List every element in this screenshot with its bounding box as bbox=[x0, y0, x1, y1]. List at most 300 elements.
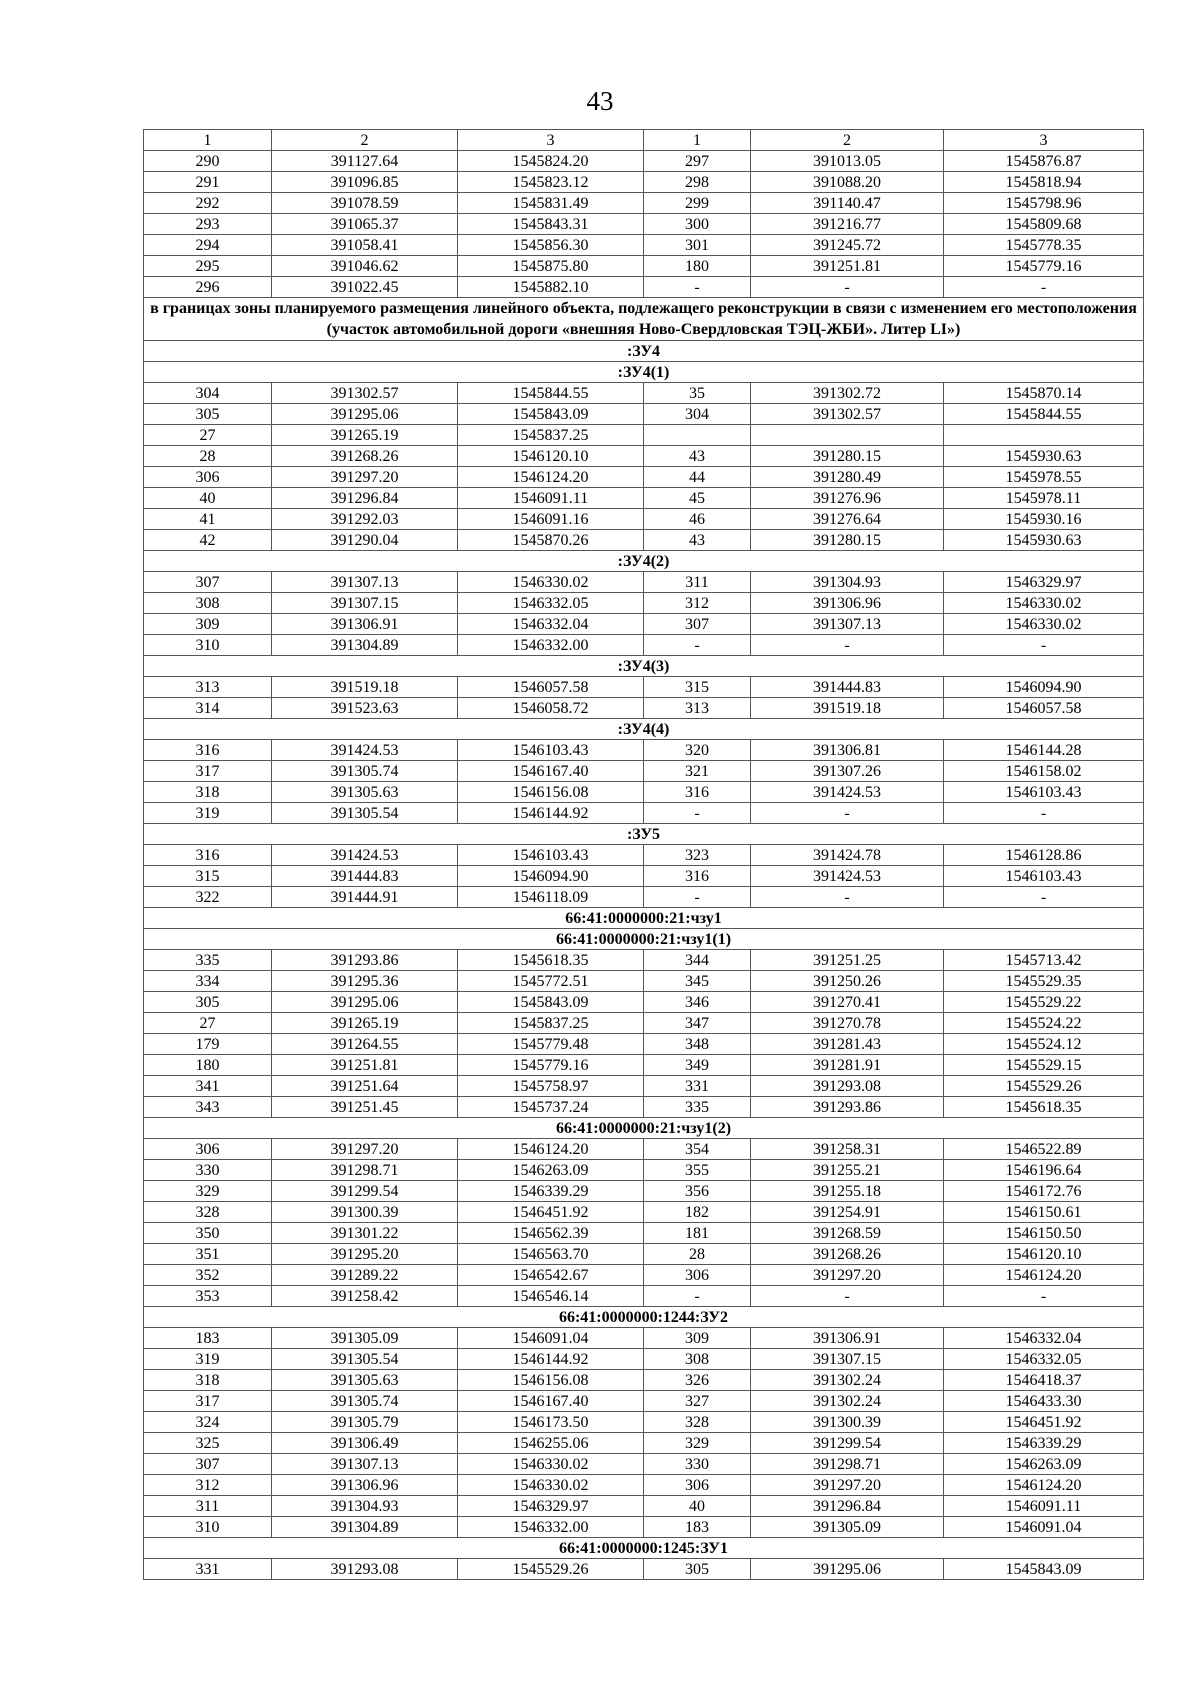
point-number-cell: 309 bbox=[644, 1328, 751, 1349]
point-number-cell: 345 bbox=[644, 971, 751, 992]
x-coordinate-cell: 391306.91 bbox=[272, 614, 458, 635]
table-row bbox=[144, 425, 1144, 446]
y-coordinate-cell: 1546330.02 bbox=[944, 593, 1144, 614]
y-coordinate-cell: 1546058.72 bbox=[458, 698, 644, 719]
x-coordinate-cell: 391251.81 bbox=[751, 256, 944, 277]
header-row bbox=[144, 130, 1144, 151]
table-row bbox=[144, 235, 1144, 256]
y-coordinate-cell: - bbox=[944, 277, 1144, 298]
y-coordinate-cell: 1546546.14 bbox=[458, 1286, 644, 1307]
table-row bbox=[144, 1181, 1144, 1202]
point-number-cell: 334 bbox=[144, 971, 272, 992]
table-row bbox=[144, 1328, 1144, 1349]
point-number-cell: 28 bbox=[144, 446, 272, 467]
point-number-cell: 43 bbox=[644, 446, 751, 467]
point-number-cell: 44 bbox=[644, 467, 751, 488]
table-row bbox=[144, 593, 1144, 614]
point-number-cell: 343 bbox=[144, 1097, 272, 1118]
y-coordinate-cell: 1546150.50 bbox=[944, 1223, 1144, 1244]
x-coordinate-cell: 391306.96 bbox=[751, 593, 944, 614]
x-coordinate-cell: 391290.04 bbox=[272, 530, 458, 551]
x-coordinate-cell: 391276.96 bbox=[751, 488, 944, 509]
point-number-cell: 320 bbox=[644, 740, 751, 761]
y-coordinate-cell: 1546091.04 bbox=[458, 1328, 644, 1349]
x-coordinate-cell: 391251.81 bbox=[272, 1055, 458, 1076]
section-title: 66:41:0000000:21:чзу1 bbox=[144, 908, 1144, 929]
point-number-cell: 304 bbox=[144, 383, 272, 404]
table-row bbox=[144, 383, 1144, 404]
table-row bbox=[144, 1013, 1144, 1034]
table-row bbox=[144, 214, 1144, 235]
section-title: :ЗУ4(3) bbox=[144, 656, 1144, 677]
x-coordinate-cell: 391304.89 bbox=[272, 1517, 458, 1538]
x-coordinate-cell: 391307.15 bbox=[272, 593, 458, 614]
x-coordinate-cell: 391295.20 bbox=[272, 1244, 458, 1265]
point-number-cell: 324 bbox=[144, 1412, 272, 1433]
x-coordinate-cell: 391280.49 bbox=[751, 467, 944, 488]
x-coordinate-cell: 391424.78 bbox=[751, 845, 944, 866]
point-number-cell: 329 bbox=[644, 1433, 751, 1454]
y-coordinate-cell: 1545843.09 bbox=[458, 404, 644, 425]
y-coordinate-cell: 1546196.64 bbox=[944, 1160, 1144, 1181]
y-coordinate-cell: 1546332.05 bbox=[944, 1349, 1144, 1370]
point-number-cell: 352 bbox=[144, 1265, 272, 1286]
table-row bbox=[144, 1034, 1144, 1055]
point-number-cell: 182 bbox=[644, 1202, 751, 1223]
table-row bbox=[144, 509, 1144, 530]
x-coordinate-cell: 391295.36 bbox=[272, 971, 458, 992]
section-title-row bbox=[144, 824, 1144, 845]
x-coordinate-cell: 391296.84 bbox=[751, 1496, 944, 1517]
y-coordinate-cell: 1546128.86 bbox=[944, 845, 1144, 866]
x-coordinate-cell: 391424.53 bbox=[751, 782, 944, 803]
table-row bbox=[144, 1391, 1144, 1412]
point-number-cell: 310 bbox=[144, 635, 272, 656]
section-title-row bbox=[144, 929, 1144, 950]
point-number-cell: 321 bbox=[644, 761, 751, 782]
point-number-cell: 296 bbox=[144, 277, 272, 298]
table-row bbox=[144, 193, 1144, 214]
y-coordinate-cell: 1546120.10 bbox=[458, 446, 644, 467]
x-coordinate-cell: 391302.24 bbox=[751, 1391, 944, 1412]
point-number-cell: 347 bbox=[644, 1013, 751, 1034]
y-coordinate-cell: 1546156.08 bbox=[458, 782, 644, 803]
point-number-cell: 40 bbox=[144, 488, 272, 509]
y-coordinate-cell: - bbox=[944, 1286, 1144, 1307]
point-number-cell: 308 bbox=[644, 1349, 751, 1370]
header-cell-point: 1 bbox=[144, 130, 272, 151]
point-number-cell: 305 bbox=[644, 1559, 751, 1580]
point-number-cell: 328 bbox=[144, 1202, 272, 1223]
x-coordinate-cell: 391265.19 bbox=[272, 1013, 458, 1034]
section-title: 66:41:0000000:21:чзу1(2) bbox=[144, 1118, 1144, 1139]
table-row bbox=[144, 845, 1144, 866]
point-number-cell: 307 bbox=[144, 1454, 272, 1475]
zone-description: в границах зоны планируемого размещения линейного объекта, подлежащего реконструкции в связи с изменением его местоположения (участок автомобильной дороги «внешняя Ново-Свердловская ТЭЦ-ЖБИ». Литер LI») bbox=[144, 298, 1144, 341]
point-number-cell: 46 bbox=[644, 509, 751, 530]
point-number-cell: 325 bbox=[144, 1433, 272, 1454]
table-row bbox=[144, 992, 1144, 1013]
y-coordinate-cell: 1546562.39 bbox=[458, 1223, 644, 1244]
point-number-cell: 306 bbox=[644, 1265, 751, 1286]
y-coordinate-cell: 1546103.43 bbox=[944, 866, 1144, 887]
x-coordinate-cell: 391307.26 bbox=[751, 761, 944, 782]
y-coordinate-cell: 1545831.49 bbox=[458, 193, 644, 214]
point-number-cell: 305 bbox=[144, 992, 272, 1013]
point-number-cell: 312 bbox=[144, 1475, 272, 1496]
section-title-row bbox=[144, 908, 1144, 929]
y-coordinate-cell: 1546124.20 bbox=[458, 467, 644, 488]
y-coordinate-cell: 1545529.26 bbox=[944, 1076, 1144, 1097]
point-number-cell: 313 bbox=[644, 698, 751, 719]
point-number-cell: 355 bbox=[644, 1160, 751, 1181]
y-coordinate-cell: 1546150.61 bbox=[944, 1202, 1144, 1223]
point-number-cell: 335 bbox=[644, 1097, 751, 1118]
x-coordinate-cell: 391046.62 bbox=[272, 256, 458, 277]
y-coordinate-cell: 1545818.94 bbox=[944, 172, 1144, 193]
table-row bbox=[144, 677, 1144, 698]
y-coordinate-cell: 1546124.20 bbox=[944, 1265, 1144, 1286]
x-coordinate-cell: 391280.15 bbox=[751, 530, 944, 551]
y-coordinate-cell: 1546156.08 bbox=[458, 1370, 644, 1391]
x-coordinate-cell: 391444.83 bbox=[751, 677, 944, 698]
table-row bbox=[144, 446, 1144, 467]
table-header bbox=[144, 130, 1144, 151]
x-coordinate-cell: 391300.39 bbox=[751, 1412, 944, 1433]
table-row bbox=[144, 1412, 1144, 1433]
table-row bbox=[144, 1076, 1144, 1097]
y-coordinate-cell: - bbox=[944, 887, 1144, 908]
y-coordinate-cell: 1546144.28 bbox=[944, 740, 1144, 761]
point-number-cell: 351 bbox=[144, 1244, 272, 1265]
x-coordinate-cell: 391424.53 bbox=[272, 845, 458, 866]
point-number-cell: 35 bbox=[644, 383, 751, 404]
point-number-cell: 27 bbox=[144, 425, 272, 446]
x-coordinate-cell: 391268.26 bbox=[272, 446, 458, 467]
table-row bbox=[144, 488, 1144, 509]
y-coordinate-cell: 1545978.55 bbox=[944, 467, 1144, 488]
y-coordinate-cell: 1546173.50 bbox=[458, 1412, 644, 1433]
point-number-cell: 295 bbox=[144, 256, 272, 277]
point-number-cell: 348 bbox=[644, 1034, 751, 1055]
y-coordinate-cell: 1546103.43 bbox=[458, 845, 644, 866]
y-coordinate-cell: 1546120.10 bbox=[944, 1244, 1144, 1265]
point-number-cell: 306 bbox=[144, 1139, 272, 1160]
point-number-cell: 315 bbox=[644, 677, 751, 698]
point-number-cell: 322 bbox=[144, 887, 272, 908]
table-body bbox=[144, 151, 1144, 1580]
x-coordinate-cell: 391058.41 bbox=[272, 235, 458, 256]
y-coordinate-cell: 1545779.16 bbox=[944, 256, 1144, 277]
point-number-cell: 300 bbox=[644, 214, 751, 235]
y-coordinate-cell: 1545930.63 bbox=[944, 530, 1144, 551]
y-coordinate-cell: 1546451.92 bbox=[458, 1202, 644, 1223]
table-row bbox=[144, 1454, 1144, 1475]
table-row bbox=[144, 1265, 1144, 1286]
y-coordinate-cell: 1545779.16 bbox=[458, 1055, 644, 1076]
point-number-cell: 183 bbox=[644, 1517, 751, 1538]
y-coordinate-cell: 1546144.92 bbox=[458, 1349, 644, 1370]
page-number: 43 bbox=[586, 86, 614, 116]
y-coordinate-cell: 1545529.15 bbox=[944, 1055, 1144, 1076]
y-coordinate-cell: 1546339.29 bbox=[944, 1433, 1144, 1454]
x-coordinate-cell bbox=[751, 425, 944, 446]
y-coordinate-cell: 1545524.12 bbox=[944, 1034, 1144, 1055]
x-coordinate-cell: 391265.19 bbox=[272, 425, 458, 446]
x-coordinate-cell: 391250.26 bbox=[751, 971, 944, 992]
point-number-cell: 311 bbox=[144, 1496, 272, 1517]
point-number-cell: 299 bbox=[644, 193, 751, 214]
y-coordinate-cell: 1545978.11 bbox=[944, 488, 1144, 509]
point-number-cell: 290 bbox=[144, 151, 272, 172]
point-number-cell: 41 bbox=[144, 509, 272, 530]
x-coordinate-cell: 391444.83 bbox=[272, 866, 458, 887]
x-coordinate-cell: 391140.47 bbox=[751, 193, 944, 214]
point-number-cell: 312 bbox=[644, 593, 751, 614]
point-number-cell: 180 bbox=[144, 1055, 272, 1076]
section-title-row bbox=[144, 341, 1144, 362]
y-coordinate-cell: 1546057.58 bbox=[944, 698, 1144, 719]
y-coordinate-cell: 1546158.02 bbox=[944, 761, 1144, 782]
table-row bbox=[144, 1160, 1144, 1181]
table-row bbox=[144, 635, 1144, 656]
point-number-cell: 313 bbox=[144, 677, 272, 698]
y-coordinate-cell: 1545758.97 bbox=[458, 1076, 644, 1097]
y-coordinate-cell: 1546451.92 bbox=[944, 1412, 1144, 1433]
x-coordinate-cell: - bbox=[751, 635, 944, 656]
y-coordinate-cell: 1545618.35 bbox=[944, 1097, 1144, 1118]
point-number-cell: - bbox=[644, 635, 751, 656]
x-coordinate-cell: 391289.22 bbox=[272, 1265, 458, 1286]
section-title: :ЗУ4 bbox=[144, 341, 1144, 362]
x-coordinate-cell: 391281.91 bbox=[751, 1055, 944, 1076]
point-number-cell: 43 bbox=[644, 530, 751, 551]
x-coordinate-cell: 391306.49 bbox=[272, 1433, 458, 1454]
table-row bbox=[144, 866, 1144, 887]
x-coordinate-cell: 391088.20 bbox=[751, 172, 944, 193]
point-number-cell: 306 bbox=[144, 467, 272, 488]
y-coordinate-cell: 1546332.04 bbox=[458, 614, 644, 635]
section-title: 66:41:0000000:21:чзу1(1) bbox=[144, 929, 1144, 950]
x-coordinate-cell: 391302.57 bbox=[751, 404, 944, 425]
point-number-cell: 319 bbox=[144, 1349, 272, 1370]
x-coordinate-cell: 391299.54 bbox=[272, 1181, 458, 1202]
coordinates-table bbox=[143, 129, 1144, 1580]
point-number-cell: 40 bbox=[644, 1496, 751, 1517]
x-coordinate-cell: 391216.77 bbox=[751, 214, 944, 235]
x-coordinate-cell: 391306.96 bbox=[272, 1475, 458, 1496]
x-coordinate-cell: 391022.45 bbox=[272, 277, 458, 298]
point-number-cell: 316 bbox=[144, 845, 272, 866]
y-coordinate-cell: 1545843.31 bbox=[458, 214, 644, 235]
x-coordinate-cell: 391301.22 bbox=[272, 1223, 458, 1244]
x-coordinate-cell: 391523.63 bbox=[272, 698, 458, 719]
table-row bbox=[144, 530, 1144, 551]
table-row bbox=[144, 950, 1144, 971]
table-row bbox=[144, 1475, 1144, 1496]
x-coordinate-cell: 391281.43 bbox=[751, 1034, 944, 1055]
x-coordinate-cell: 391295.06 bbox=[272, 404, 458, 425]
x-coordinate-cell: 391276.64 bbox=[751, 509, 944, 530]
y-coordinate-cell: 1545809.68 bbox=[944, 214, 1144, 235]
point-number-cell: 350 bbox=[144, 1223, 272, 1244]
y-coordinate-cell bbox=[944, 425, 1144, 446]
x-coordinate-cell: 391293.08 bbox=[751, 1076, 944, 1097]
y-coordinate-cell: 1546433.30 bbox=[944, 1391, 1144, 1412]
point-number-cell: 344 bbox=[644, 950, 751, 971]
y-coordinate-cell: 1546124.20 bbox=[944, 1475, 1144, 1496]
point-number-cell: 316 bbox=[644, 782, 751, 803]
header-cell-x: 2 bbox=[751, 130, 944, 151]
point-number-cell: 179 bbox=[144, 1034, 272, 1055]
x-coordinate-cell: 391305.79 bbox=[272, 1412, 458, 1433]
x-coordinate-cell: 391305.09 bbox=[272, 1328, 458, 1349]
x-coordinate-cell: 391293.86 bbox=[272, 950, 458, 971]
table-row bbox=[144, 698, 1144, 719]
x-coordinate-cell: 391296.84 bbox=[272, 488, 458, 509]
table-row bbox=[144, 887, 1144, 908]
table-row bbox=[144, 1370, 1144, 1391]
section-title: :ЗУ4(1) bbox=[144, 362, 1144, 383]
y-coordinate-cell: 1545843.09 bbox=[458, 992, 644, 1013]
x-coordinate-cell: 391251.45 bbox=[272, 1097, 458, 1118]
zone-description-row bbox=[144, 298, 1144, 341]
x-coordinate-cell: 391065.37 bbox=[272, 214, 458, 235]
table-row bbox=[144, 1517, 1144, 1538]
x-coordinate-cell: 391302.72 bbox=[751, 383, 944, 404]
point-number-cell: - bbox=[644, 887, 751, 908]
point-number-cell: 309 bbox=[144, 614, 272, 635]
y-coordinate-cell: 1546332.00 bbox=[458, 635, 644, 656]
y-coordinate-cell: 1546091.11 bbox=[458, 488, 644, 509]
y-coordinate-cell: 1545870.26 bbox=[458, 530, 644, 551]
y-coordinate-cell: 1546563.70 bbox=[458, 1244, 644, 1265]
y-coordinate-cell: 1545870.14 bbox=[944, 383, 1144, 404]
section-title: :ЗУ5 bbox=[144, 824, 1144, 845]
section-title: :ЗУ4(2) bbox=[144, 551, 1144, 572]
point-number-cell: 330 bbox=[644, 1454, 751, 1475]
point-number-cell: 293 bbox=[144, 214, 272, 235]
x-coordinate-cell: 391424.53 bbox=[751, 866, 944, 887]
point-number-cell: 323 bbox=[644, 845, 751, 866]
y-coordinate-cell: 1546330.02 bbox=[944, 614, 1144, 635]
y-coordinate-cell: 1545843.09 bbox=[944, 1559, 1144, 1580]
y-coordinate-cell: 1545837.25 bbox=[458, 425, 644, 446]
point-number-cell: - bbox=[644, 277, 751, 298]
y-coordinate-cell: 1546330.02 bbox=[458, 1475, 644, 1496]
y-coordinate-cell: 1545713.42 bbox=[944, 950, 1144, 971]
point-number-cell: 327 bbox=[644, 1391, 751, 1412]
table-row bbox=[144, 1496, 1144, 1517]
x-coordinate-cell: 391305.74 bbox=[272, 761, 458, 782]
x-coordinate-cell: 391298.71 bbox=[751, 1454, 944, 1475]
table-row bbox=[144, 151, 1144, 172]
point-number-cell: 335 bbox=[144, 950, 272, 971]
x-coordinate-cell: 391307.15 bbox=[751, 1349, 944, 1370]
point-number-cell: 328 bbox=[644, 1412, 751, 1433]
y-coordinate-cell: 1546124.20 bbox=[458, 1139, 644, 1160]
point-number-cell: 42 bbox=[144, 530, 272, 551]
point-number-cell: 298 bbox=[644, 172, 751, 193]
y-coordinate-cell: 1545844.55 bbox=[458, 383, 644, 404]
point-number-cell: 297 bbox=[644, 151, 751, 172]
y-coordinate-cell: 1545529.26 bbox=[458, 1559, 644, 1580]
x-coordinate-cell: - bbox=[751, 277, 944, 298]
y-coordinate-cell: 1546255.06 bbox=[458, 1433, 644, 1454]
x-coordinate-cell: 391307.13 bbox=[272, 1454, 458, 1475]
point-number-cell bbox=[644, 425, 751, 446]
y-coordinate-cell: 1546329.97 bbox=[944, 572, 1144, 593]
point-number-cell: 317 bbox=[144, 761, 272, 782]
y-coordinate-cell: 1545837.25 bbox=[458, 1013, 644, 1034]
x-coordinate-cell: 391268.26 bbox=[751, 1244, 944, 1265]
section-title-row bbox=[144, 362, 1144, 383]
point-number-cell: 341 bbox=[144, 1076, 272, 1097]
y-coordinate-cell: 1546330.02 bbox=[458, 1454, 644, 1475]
section-title-row bbox=[144, 719, 1144, 740]
x-coordinate-cell: 391297.20 bbox=[272, 1139, 458, 1160]
section-title-row bbox=[144, 1307, 1144, 1328]
y-coordinate-cell: 1545844.55 bbox=[944, 404, 1144, 425]
table-row bbox=[144, 1139, 1144, 1160]
point-number-cell: 181 bbox=[644, 1223, 751, 1244]
x-coordinate-cell: 391305.54 bbox=[272, 1349, 458, 1370]
y-coordinate-cell: 1546522.89 bbox=[944, 1139, 1144, 1160]
x-coordinate-cell: 391305.54 bbox=[272, 803, 458, 824]
y-coordinate-cell: 1546542.67 bbox=[458, 1265, 644, 1286]
x-coordinate-cell: 391306.91 bbox=[751, 1328, 944, 1349]
point-number-cell: 354 bbox=[644, 1139, 751, 1160]
x-coordinate-cell: 391519.18 bbox=[272, 677, 458, 698]
point-number-cell: 329 bbox=[144, 1181, 272, 1202]
point-number-cell: - bbox=[644, 803, 751, 824]
table-row bbox=[144, 1559, 1144, 1580]
section-title-row bbox=[144, 656, 1144, 677]
point-number-cell: 45 bbox=[644, 488, 751, 509]
x-coordinate-cell: 391255.18 bbox=[751, 1181, 944, 1202]
point-number-cell: 307 bbox=[644, 614, 751, 635]
table-row bbox=[144, 803, 1144, 824]
point-number-cell: 180 bbox=[644, 256, 751, 277]
point-number-cell: 356 bbox=[644, 1181, 751, 1202]
section-title-row bbox=[144, 1538, 1144, 1559]
y-coordinate-cell: 1546418.37 bbox=[944, 1370, 1144, 1391]
y-coordinate-cell: 1546167.40 bbox=[458, 1391, 644, 1412]
point-number-cell: 294 bbox=[144, 235, 272, 256]
header-cell-y: 3 bbox=[458, 130, 644, 151]
table-row bbox=[144, 1055, 1144, 1076]
table-row bbox=[144, 1433, 1144, 1454]
y-coordinate-cell: 1546094.90 bbox=[944, 677, 1144, 698]
table-row bbox=[144, 1349, 1144, 1370]
y-coordinate-cell: 1545618.35 bbox=[458, 950, 644, 971]
table-row bbox=[144, 1286, 1144, 1307]
y-coordinate-cell: 1546167.40 bbox=[458, 761, 644, 782]
y-coordinate-cell: 1546103.43 bbox=[944, 782, 1144, 803]
table-row bbox=[144, 277, 1144, 298]
point-number-cell: 318 bbox=[144, 1370, 272, 1391]
x-coordinate-cell: 391251.25 bbox=[751, 950, 944, 971]
point-number-cell: 308 bbox=[144, 593, 272, 614]
x-coordinate-cell: 391245.72 bbox=[751, 235, 944, 256]
table-row bbox=[144, 1244, 1144, 1265]
x-coordinate-cell: 391264.55 bbox=[272, 1034, 458, 1055]
y-coordinate-cell: 1546144.92 bbox=[458, 803, 644, 824]
point-number-cell: 331 bbox=[644, 1076, 751, 1097]
table-row bbox=[144, 256, 1144, 277]
y-coordinate-cell: 1545529.35 bbox=[944, 971, 1144, 992]
table-row bbox=[144, 572, 1144, 593]
